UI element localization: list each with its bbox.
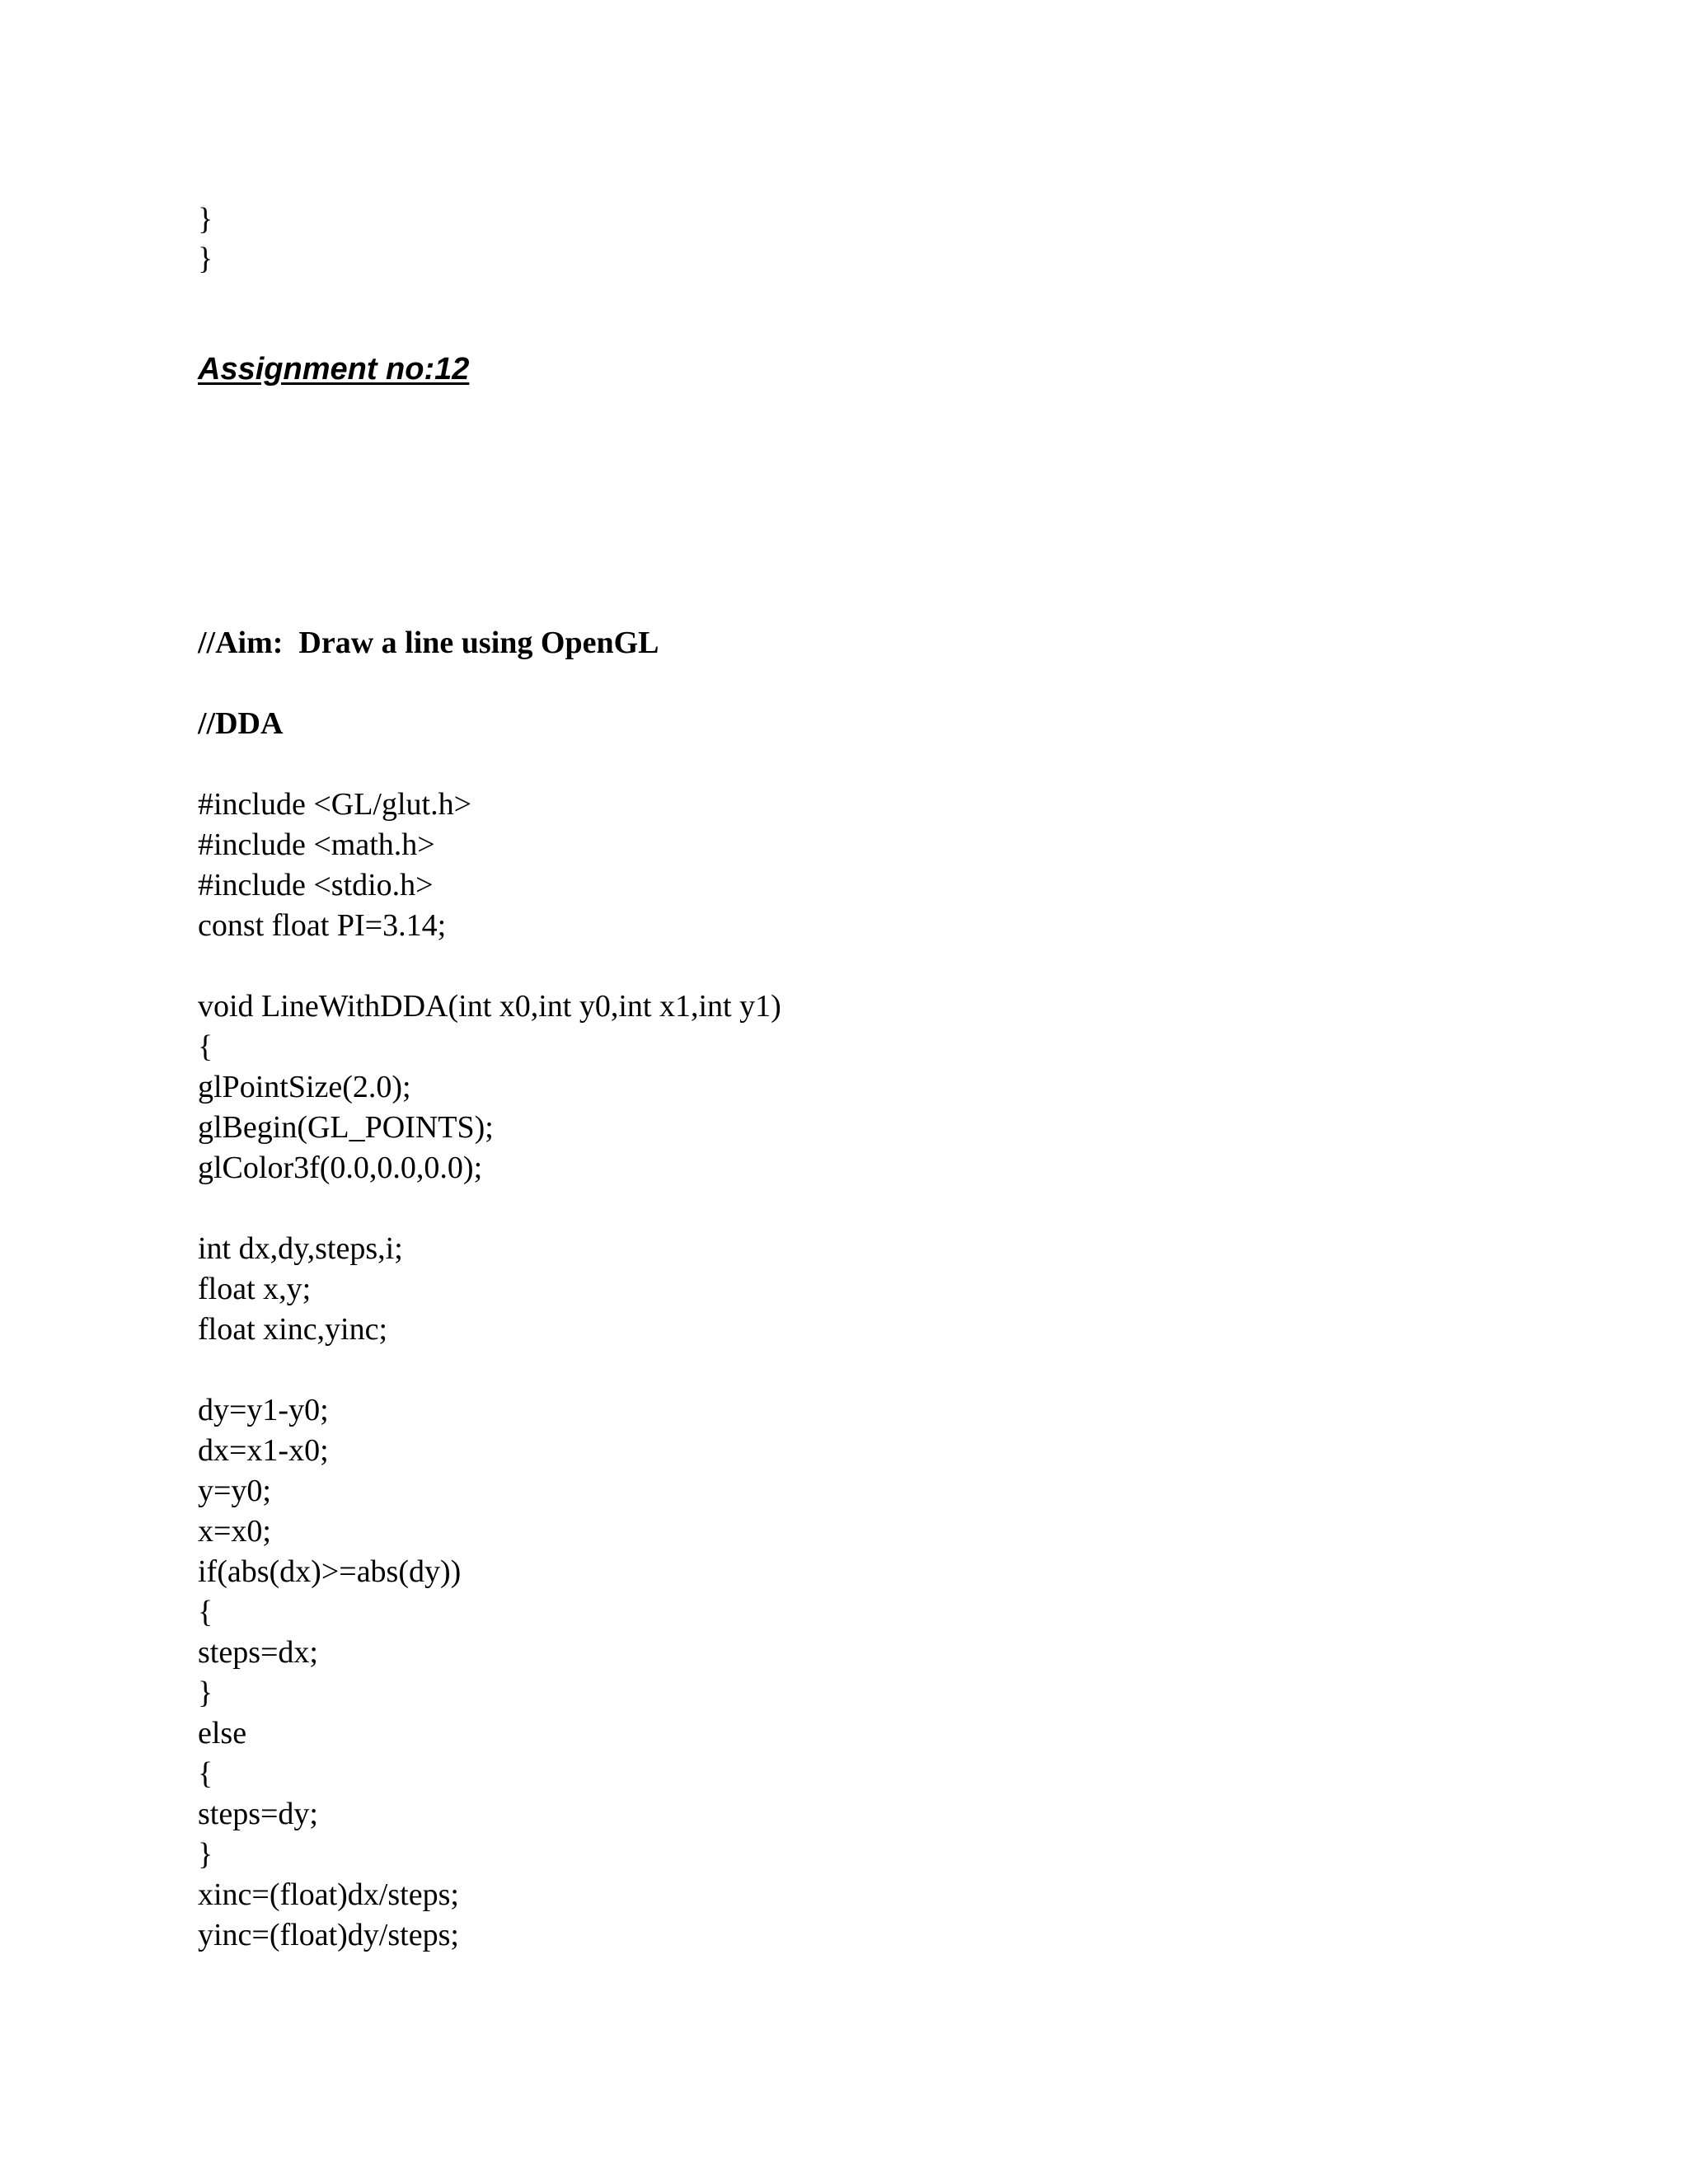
algorithm-comment: //DDA (198, 706, 284, 741)
code-line: if(abs(dx)>=abs(dy)) (198, 1554, 462, 1589)
code-line: steps=dy; (198, 1797, 318, 1831)
code-line: glColor3f(0.0,0.0,0.0); (198, 1151, 483, 1185)
code-line: #include <stdio.h> (198, 868, 434, 902)
code-line: glBegin(GL_POINTS); (198, 1110, 494, 1145)
aim-comment: //Aim: Draw a line using OpenGL (198, 626, 659, 660)
code-line: float xinc,yinc; (198, 1312, 388, 1347)
code-line: xinc=(float)dx/steps; (198, 1877, 459, 1912)
code-line: yinc=(float)dy/steps; (198, 1918, 459, 1952)
code-line: const float PI=3.14; (198, 908, 447, 943)
code-line: else (198, 1716, 247, 1750)
code-line: } (198, 1675, 213, 1710)
code-line: } (198, 1837, 213, 1872)
code-line: dy=y1-y0; (198, 1393, 329, 1427)
assignment-heading: Assignment no:12 (198, 352, 470, 387)
code-line: steps=dx; (198, 1635, 318, 1670)
code-line: float x,y; (198, 1272, 312, 1306)
code-line: y=y0; (198, 1474, 271, 1508)
code-line: { (198, 1595, 213, 1629)
code-line: x=x0; (198, 1514, 271, 1549)
code-line: #include <math.h> (198, 827, 435, 862)
code-line: int dx,dy,steps,i; (198, 1231, 403, 1266)
code-line: dx=x1-x0; (198, 1433, 329, 1468)
code-line: #include <GL/glut.h> (198, 787, 472, 822)
code-line: glPointSize(2.0); (198, 1070, 411, 1104)
code-line: { (198, 1029, 213, 1064)
code-line: void LineWithDDA(int x0,int y0,int x1,int y1) (198, 989, 781, 1024)
closing-brace: } (198, 202, 213, 237)
code-line: { (198, 1756, 213, 1791)
closing-brace: } (198, 241, 213, 276)
